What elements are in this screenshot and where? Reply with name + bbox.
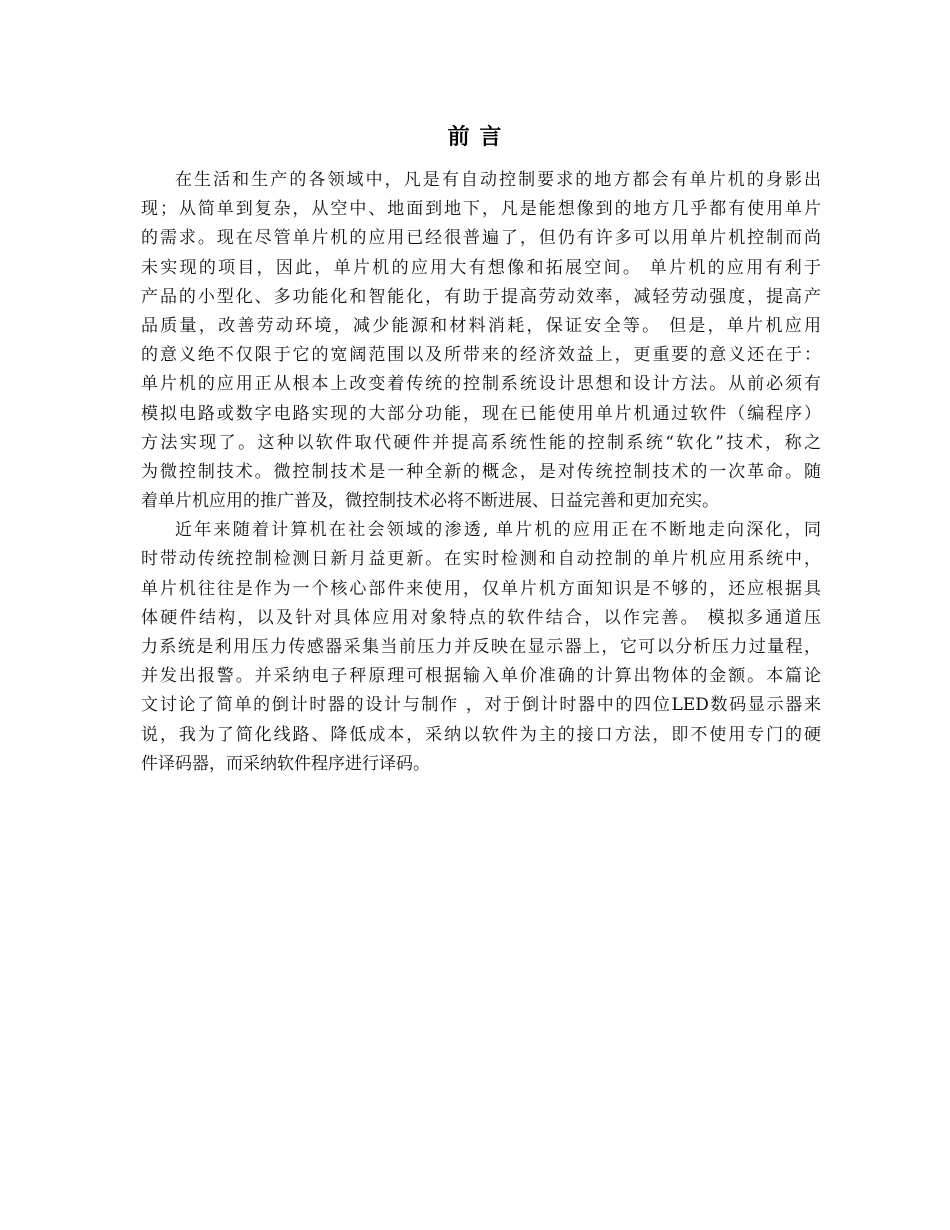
page-title: 前 言 [447, 124, 503, 150]
paragraph-2-line-6: 并发出报警。并采纳电子秤原理可根据输入单价准确的计算出物体的金额。本篇论 [141, 666, 821, 687]
paragraph-1-line-11: 为微控制技术。微控制技术是一种全新的概念，是对传统控制技术的一次革命。随 [141, 461, 821, 482]
paragraph-2-line-4: 体硬件结构，以及针对具体应用对象特点的软件结合，以作完善。 模拟多通道压 [141, 607, 821, 628]
paragraph-1-line-6: 品质量，改善劳动环境，减少能源和材料消耗，保证安全等。 但是，单片机应用 [141, 315, 821, 336]
paragraph-2-line-3: 单片机往往是作为一个核心部件来使用，仅单片机方面知识是不够的，还应根据具 [141, 578, 821, 599]
paragraph-1-line-9: 模拟电路或数字电路实现的大部分功能，现在已能使用单片机通过软件（编程序） [141, 403, 821, 424]
paragraph-1-line-8: 单片机的应用正从根本上改变着传统的控制系统设计思想和设计方法。从前必须有 [141, 374, 821, 395]
paragraph-1-line-10: 方法实现了。这种以软件取代硬件并提高系统性能的控制系统“软化”技术，称之 [141, 432, 821, 453]
paragraph-1-line-3: 的需求。现在尽管单片机的应用已经很普遍了，但仍有许多可以用单片机控制而尚 [141, 228, 821, 249]
paragraph-2-line-8: 说，我为了简化线路、降低成本，采纳以软件为主的接口方法，即不使用专门的硬 [141, 724, 821, 745]
paragraph-1-line-7: 的意义绝不仅限于它的宽阔范围以及所带来的经济效益上，更重要的意义还在于： [141, 345, 821, 366]
paragraph-1-line-12: 着单片机应用的推广普及，微控制技术必将不断进展、日益完善和更加充实。 [141, 491, 719, 512]
paragraph-2-line-2: 时带动传统控制检测日新月益更新。在实时检测和自动控制的单片机应用系统中， [141, 549, 821, 570]
paragraph-1-line-2: 现；从简单到复杂，从空中、地面到地下，凡是能想像到的地方几乎都有使用单片 [141, 199, 821, 220]
paragraph-1-line-5: 产品的小型化、多功能化和智能化，有助于提高劳动效率，减轻劳动强度，提高产 [141, 286, 821, 307]
paragraph-2-line-9: 件译码器，而采纳软件程序进行译码。 [141, 753, 430, 774]
paragraph-2-line-7: 文讨论了简单的倒计时器的设计与制作 ，对于倒计时器中的四位LED数码显示器来 [141, 695, 821, 716]
paragraph-2-line-1: 近年来随着计算机在社会领域的渗透, 单片机的应用正在不断地走向深化，同 [175, 520, 821, 541]
paragraph-1-line-4: 未实现的项目，因此，单片机的应用大有想像和拓展空间。 单片机的应用有利于 [141, 257, 821, 278]
paragraph-1-line-1: 在生活和生产的各领域中，凡是有自动控制要求的地方都会有单片机的身影出 [175, 170, 821, 190]
paragraph-2-line-5: 力系统是利用压力传感器采集当前压力并反映在显示器上，它可以分析压力过量程， [141, 637, 821, 657]
document-body [141, 166, 821, 779]
